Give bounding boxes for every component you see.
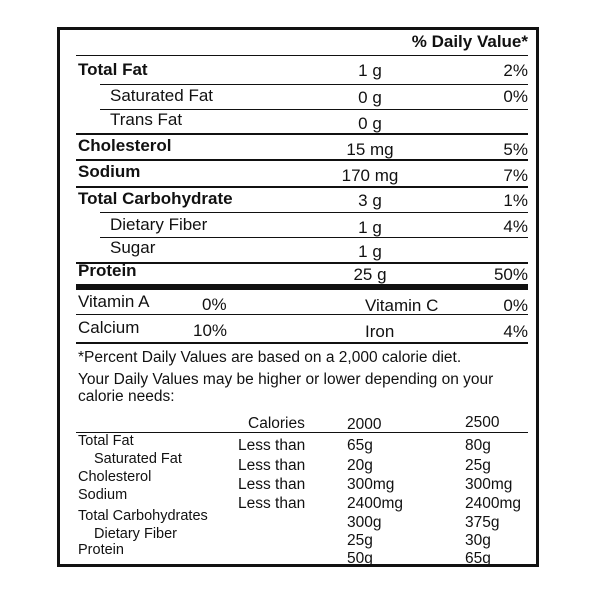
footnote-line-2: Your Daily Values may be higher or lower depending on your <box>78 371 494 388</box>
reference-label: Protein <box>78 542 124 558</box>
nutrient-amount-trans-fat: 0 g <box>358 114 382 133</box>
nutrient-name-total-fat: Total Fat <box>78 60 148 79</box>
limit-text: Less than <box>238 457 306 474</box>
reference-label: Dietary Fiber <box>94 526 177 542</box>
nutrient-amount-dietary-fiber: 1 g <box>358 218 382 237</box>
reference-label: Sodium <box>78 487 128 503</box>
nutrient-name-dietary-fiber: Dietary Fiber <box>110 215 208 234</box>
calcium-label: Calcium <box>78 318 140 337</box>
calcium-dv: 10% <box>193 321 228 340</box>
iron-label: Iron <box>365 322 395 341</box>
nutrient-name-sodium: Sodium <box>78 162 141 181</box>
nutrient-dv-protein: 50% <box>493 265 528 284</box>
vitamin-c-dv: 0% <box>503 296 528 315</box>
reference-label: Total Fat <box>78 433 134 449</box>
nutrient-name-saturated-fat: Saturated Fat <box>110 86 214 105</box>
nutrient-name-protein: Protein <box>78 261 137 280</box>
vitamin-c-label: Vitamin C <box>365 296 439 315</box>
divider <box>76 159 528 161</box>
heavy-divider <box>76 284 528 290</box>
divider <box>76 133 528 135</box>
value-2500: 65g <box>465 550 491 567</box>
reference-label: Cholesterol <box>78 469 152 485</box>
divider <box>100 84 528 85</box>
footnote-line-1: *Percent Daily Values are based on a 2,000 calorie diet. <box>78 349 462 366</box>
value-2500: 2400mg <box>465 495 522 512</box>
column-2500-label: 2500 <box>465 414 500 431</box>
nutrient-dv-total-fat: 2% <box>503 61 528 80</box>
value-2500: 80g <box>465 437 491 454</box>
vitamin-a-label: Vitamin A <box>78 292 150 311</box>
vitamin-a-dv: 0% <box>202 295 227 314</box>
footnote-line-3: calorie needs: <box>78 388 175 405</box>
value-2000: 50g <box>347 550 373 567</box>
calories-column-label: Calories <box>248 415 305 432</box>
value-2500: 300mg <box>465 476 513 493</box>
nutrient-amount-cholesterol: 15 mg <box>346 140 394 159</box>
nutrient-dv-sodium: 7% <box>503 166 528 185</box>
nutrient-name-sugar: Sugar <box>110 238 156 257</box>
nutrient-amount-total-carbohydrate: 3 g <box>358 191 382 210</box>
nutrition-facts-panel <box>57 27 539 567</box>
divider <box>100 237 528 238</box>
divider <box>76 432 528 433</box>
limit-text: Less than <box>238 476 306 493</box>
reference-label: Total Carbohydrates <box>78 508 208 524</box>
value-2000: 20g <box>347 457 373 474</box>
divider <box>76 262 528 264</box>
column-2000-label: 2000 <box>347 416 382 433</box>
nutrient-amount-sugar: 1 g <box>358 242 382 261</box>
divider <box>76 186 528 188</box>
value-2000: 25g <box>347 532 373 549</box>
iron-dv: 4% <box>503 322 528 341</box>
nutrient-amount-total-fat: 1 g <box>358 61 382 80</box>
divider <box>100 212 528 213</box>
divider <box>76 342 528 344</box>
limit-text: Less than <box>238 495 306 512</box>
nutrient-dv-total-carbohydrate: 1% <box>503 191 528 210</box>
value-2000: 65g <box>347 437 373 454</box>
nutrient-amount-saturated-fat: 0 g <box>358 88 382 107</box>
value-2000: 2400mg <box>347 495 404 512</box>
limit-text: Less than <box>238 437 306 454</box>
reference-label: Saturated Fat <box>94 451 182 467</box>
daily-value-header: % Daily Value* <box>411 32 528 51</box>
nutrient-dv-saturated-fat: 0% <box>503 87 528 106</box>
value-2500: 30g <box>465 532 491 549</box>
nutrient-name-cholesterol: Cholesterol <box>78 136 172 155</box>
nutrient-name-trans-fat: Trans Fat <box>110 110 183 129</box>
nutrient-name-total-carbohydrate: Total Carbohydrate <box>78 189 233 208</box>
nutrient-dv-dietary-fiber: 4% <box>503 217 528 236</box>
nutrient-amount-sodium: 170 mg <box>341 166 399 185</box>
value-2000: 300mg <box>347 476 395 493</box>
value-2500: 25g <box>465 457 491 474</box>
value-2000: 300g <box>347 514 382 531</box>
divider <box>76 55 528 56</box>
nutrient-dv-cholesterol: 5% <box>503 140 528 159</box>
value-2500: 375g <box>465 514 500 531</box>
divider <box>76 314 528 315</box>
nutrient-amount-protein: 25 g <box>353 265 387 284</box>
